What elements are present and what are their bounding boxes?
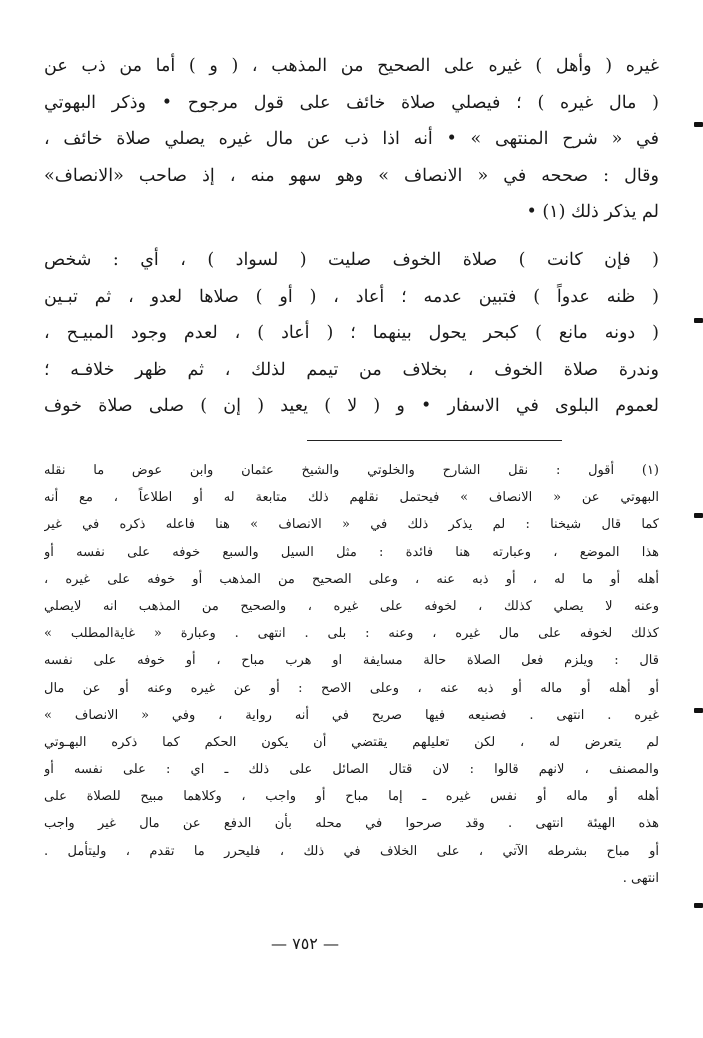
main-line: ( دونه مانع ) كبحر يحول بينهما ؛ ( أعاد ) ، لعدم وجود المبيـح ،	[44, 323, 659, 344]
footnote-line: البهوتي عن « الانصاف » فيحتمل نقلهم ذلك متابعة له أو اطلاعاً ، مع أنه	[44, 490, 659, 506]
main-line: ( ظنه عدواً ) فتبين عدمه ؛ أعاد ، ( أو ) صلاها لعدو ، ثم تبـين	[44, 286, 659, 307]
footnote-line: (١) أقول : نقل الشارح والخلوتي والشيخ عثمان وابن عوض ما نقله	[44, 463, 659, 478]
footnote-line: هذا الموضع ، وعبارته هنا فائدة : مثل السيل والسبع خوفه على نفسه أو	[44, 544, 659, 560]
main-line: لعموم البلوى في الاسفار • و ( لا ) يعيد ( إن ) صلى صلاة خوف	[44, 396, 659, 417]
footnote-line: قال : ويلزم فعل الصلاة حالة مسايفة او هرب مباح ، أو خوفه على نفسه	[44, 653, 659, 669]
main-line: ( مال غيره ) ؛ فيصلي صلاة خائف على قول مرجوح • وذكر البهوتي	[44, 92, 659, 113]
footnote-line: هذه الهيئة انتهى . وقد صرحوا في محله بأن الدفع عن مال غير واجب	[44, 816, 659, 832]
main-line: في « شرح المنتهى » • أنه اذا ذب عن مال غيره يصلي صلاة خائف ،	[44, 129, 659, 150]
scan-edge-mark	[694, 903, 703, 908]
page-number: — ٧٥٢ —	[271, 934, 339, 953]
scan-edge-mark	[694, 122, 703, 127]
footnote-line: أو مباح بشرطه الآتي ، على الخلاف في ذلك ، فليحرر ما تقدم ، وليتأمل .	[44, 843, 659, 859]
main-line: لم يذكر ذلك (١) •	[526, 202, 659, 223]
main-line: غيره ( وأهل ) غيره على الصحيح من المذهب ، ( و ) أما من ذب عن	[44, 56, 659, 76]
footnote-separator	[307, 440, 562, 441]
scan-edge-mark	[694, 513, 703, 518]
footnote-line: والمصنف ، لانهم قالوا : لان قتال الصائل على ذلك ـ اي : على نفسه أو	[44, 762, 659, 778]
footnote-line: كذلك لخوفه على مال غيره ، وعنه : بلى . انتهى . وعبارة « غايةالمطلب »	[44, 626, 659, 642]
main-line: ( فإن كانت ) صلاة الخوف صليت ( لسواد ) ، أي : شخص	[44, 249, 659, 270]
main-line: وقال : صححه في « الانصاف » وهو سهو منه ، إذ صاحب «الانصاف»	[44, 165, 659, 186]
footnote-line: غيره . انتهى . فصنيعه فيها صريح في أنه رواية ، وفي « الانصاف »	[44, 707, 659, 723]
footnote-line: أهله أو ما له ، أو ذبه عنه ، وعلى الصحيح من المذهب أو خوفه على غيره ،	[44, 571, 659, 587]
footnotes-block	[44, 457, 659, 892]
footnote-line: كما قال شيخنا : لم يذكر ذلك في « الانصاف » هنا فاعله ذكره في غير	[44, 517, 659, 533]
footnote-line: أو أهله أو ماله أو ذبه عنه ، وعلى الاصح : أو عن غيره وعنه أو عن مال	[44, 680, 659, 696]
footnote-line: انتهى .	[622, 870, 659, 886]
footnote-line: أهله أو ماله أو نفس غيره ـ إما مباح أو واجب ، وكلاهما مبيح للصلاة على	[44, 789, 659, 805]
main-text-block	[44, 48, 659, 425]
footnote-line: لم يتعرض له ، لكن تعليلهم يقتضي أن يكون الحكم كما ذكره البهـوتي	[44, 734, 659, 750]
paragraph-gap	[44, 231, 659, 242]
scan-edge-mark	[694, 708, 703, 713]
scan-edge-mark	[694, 318, 703, 323]
footnote-line: وعنه لا يصلي كذلك ، لخوفه على غيره ، والصحيح من المذهب انه لايصلي	[44, 598, 659, 614]
main-line: وندرة صلاة الخوف ، بخلاف من تيمم لذلك ، ثم ظهر خلافـه ؛	[44, 359, 659, 380]
